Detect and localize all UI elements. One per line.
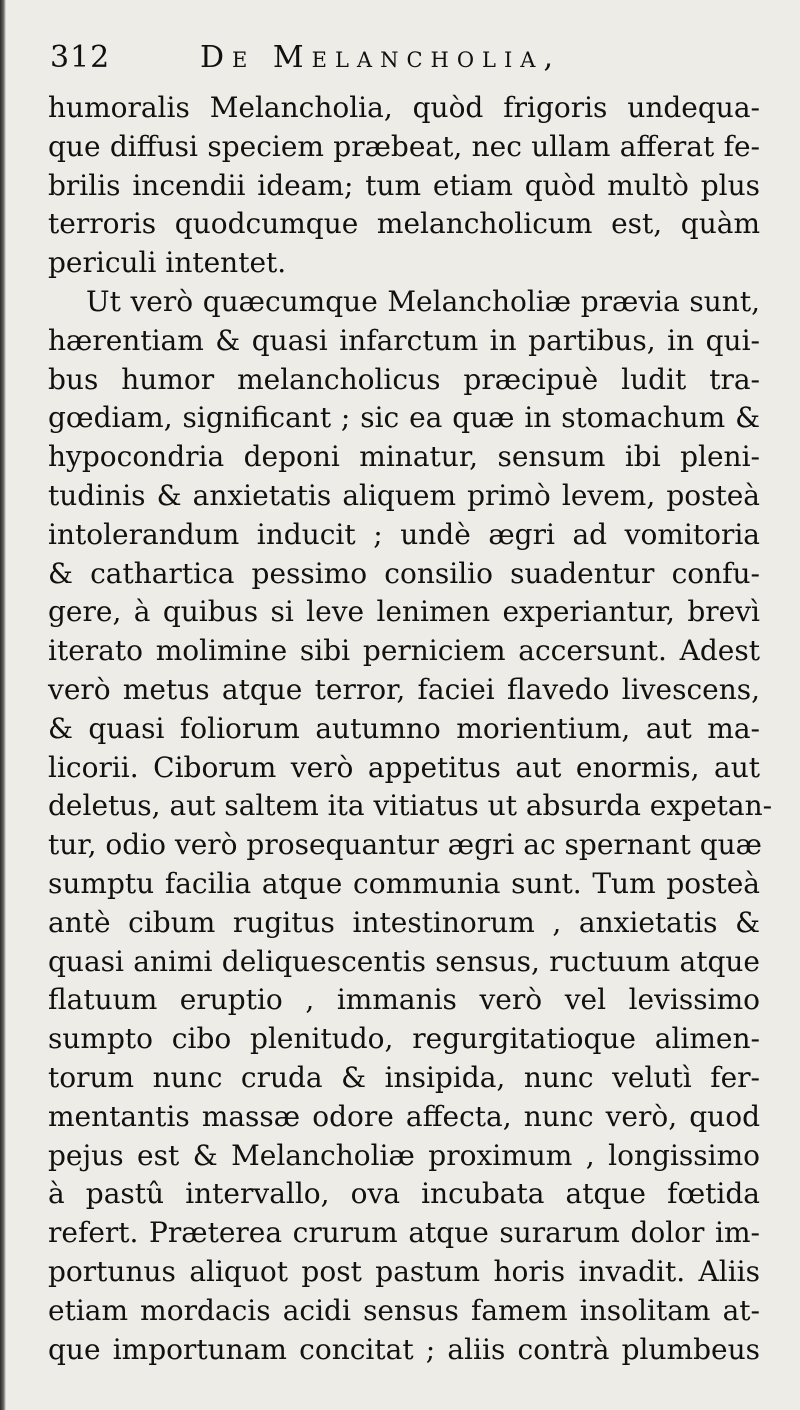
text-line: & quasi foliorum autumno morientium, aut ma- xyxy=(48,711,760,745)
text-line: brilis incendii ideam; tum etiam quòd multò plus xyxy=(48,168,760,202)
text-line: antè cibum rugitus intestinorum , anxietatis & xyxy=(48,905,760,939)
text-line: flatuum eruptio , immanis verò vel levissimo xyxy=(48,983,760,1017)
text-line: portunus aliquot post pastum horis invadit. Aliis xyxy=(48,1254,760,1288)
text-line: tur, odio verò prosequantur ægri ac spernant quæ xyxy=(48,828,762,862)
text-line: mentantis massæ odore affecta, nunc verò, quod xyxy=(48,1099,760,1133)
text-line: terroris quodcumque melancholicum est, quàm xyxy=(48,207,760,241)
text-line: refert. Præterea crurum atque surarum dolor im- xyxy=(48,1216,760,1250)
text-line: que importunam concitat ; aliis contrà plumbeus xyxy=(48,1332,760,1366)
text-line: hærentiam & quasi infarctum in partibus, in qui- xyxy=(48,323,760,357)
text-line: bus humor melancholicus præcipuè ludit tra- xyxy=(48,362,760,396)
text-line: sumpto cibo plenitudo, regurgitatioque alimen- xyxy=(48,1022,760,1056)
text-line: licorii. Ciborum verò appetitus aut enormis, aut xyxy=(48,750,760,784)
text-line: gere, à quibus si leve lenimen experiantur, brevì xyxy=(48,595,760,629)
text-line: intolerandum inducit ; undè ægri ad vomitoria xyxy=(48,517,760,551)
text-line: humoralis Melancholia, quòd frigoris undequa- xyxy=(48,91,760,124)
text-line: tudinis & anxietatis aliquem primò levem, posteà xyxy=(48,478,760,512)
text-line: sumptu facilia atque communia sunt. Tum posteà xyxy=(48,866,760,900)
text-line: quasi animi deliquescentis sensus, ructuum atque xyxy=(48,944,760,978)
text-line: pejus est & Melancholiæ proximum , longissimo xyxy=(48,1138,760,1172)
text-line: & cathartica pessimo consilio suadentur confu- xyxy=(48,556,760,590)
text-line: verò metus atque terror, faciei flavedo livescens, xyxy=(48,672,760,706)
page-number: 312 xyxy=(50,40,111,75)
text-line: hypocondria deponi minatur, sensum ibi pleni- xyxy=(48,440,760,474)
body-text xyxy=(48,89,773,1369)
text-line: torum nunc cruda & insipida, nunc velutì fer- xyxy=(48,1060,760,1094)
text-line: periculi intentet. xyxy=(48,246,287,280)
text-line: etiam mordacis acidi sensus famem insolitam at- xyxy=(48,1293,760,1327)
text-line: Ut verò quæcumque Melancholiæ prævia sunt, xyxy=(86,284,760,318)
text-line: que diffusi speciem præbeat, nec ullam afferat fe- xyxy=(48,129,760,163)
text-line: deletus, aut saltem ita vitiatus ut absurda expetan- xyxy=(48,789,773,823)
running-head: De Melancholia, xyxy=(200,40,561,75)
text-line: gœdiam, significant ; sic ea quæ in stomachum & xyxy=(48,401,760,435)
page-binding-edge xyxy=(0,0,6,1410)
page-header xyxy=(50,36,770,92)
text-line: à pastû intervallo, ova incubata atque fœtida xyxy=(48,1177,760,1211)
text-line: iterato molimine sibi perniciem accersunt. Adest xyxy=(48,634,760,668)
